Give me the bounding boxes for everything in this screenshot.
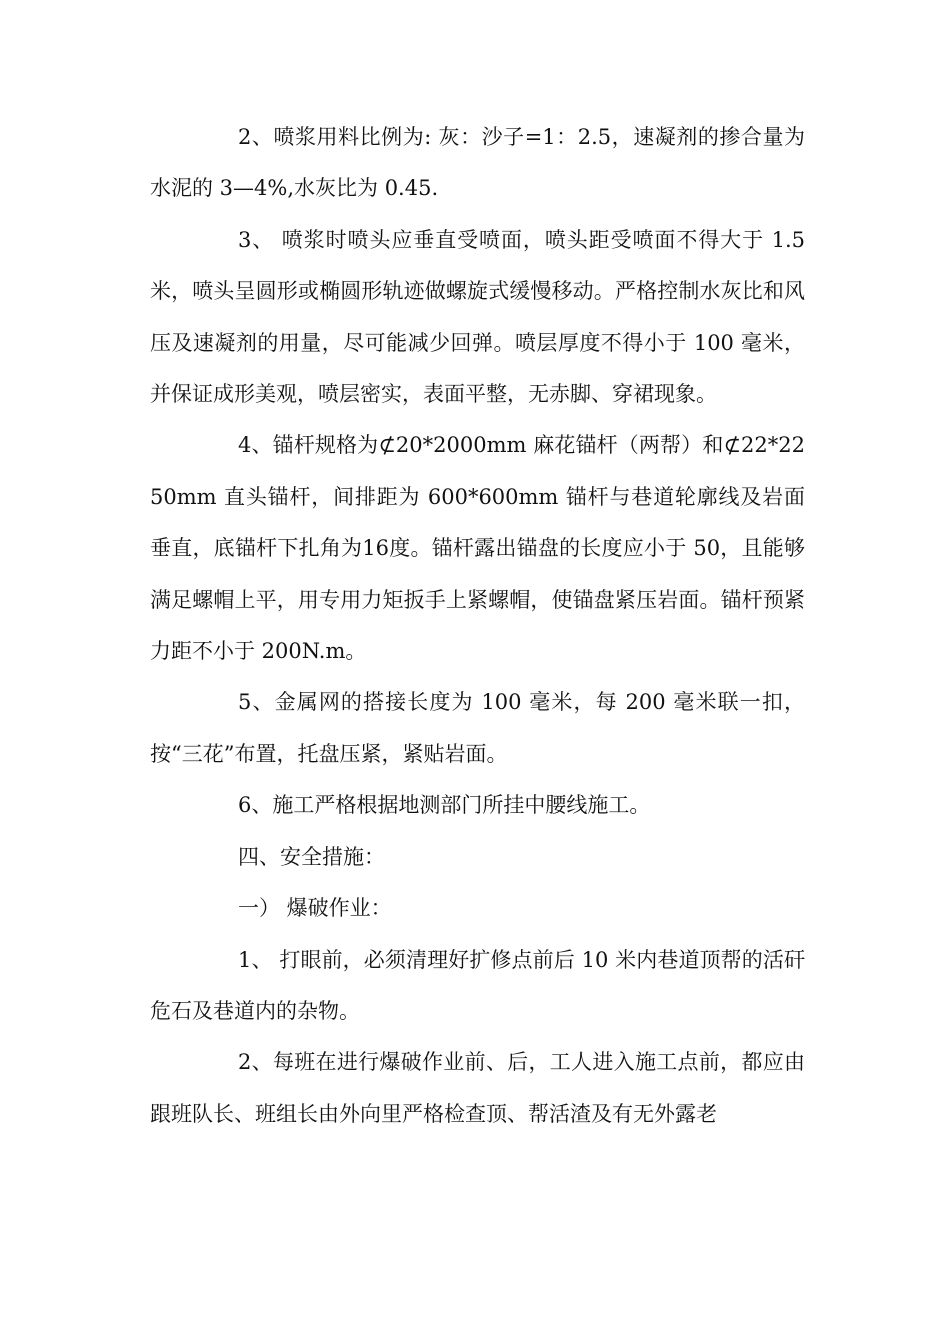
paragraph-metal-mesh: 5、金属网的搭接长度为 100 毫米，每 200 毫米联一扣，按“三花”布置，托盘压紧，紧贴岩面。: [150, 690, 805, 766]
paragraph-survey-line: 6、施工严格根据地测部门所挂中腰线施工。: [238, 793, 651, 818]
paragraph-pre-drilling: 1、 打眼前，必须清理好扩修点前后 10 米内巷道顶帮的活矸危石及巷道内的杂物。: [150, 947, 805, 1023]
subsection-heading-blasting: 一） 爆破作业：: [238, 896, 392, 921]
paragraph-anchor-bolt-spec: 4、锚杆规格为⊄20*2000mm 麻花锚杆（两帮）和⊄22*2250mm 直头锚杆，间排距为 600*600mm 锚杆与巷道轮廓线及岩面垂直，底锚杆下扎角为16度。锚杆露出锚盘的长度应小于 50，且能够满足螺帽上平，用专用力矩扳手上紧螺帽，使锚盘紧压岩面。锚杆预紧力距不小于 200N.m。: [150, 433, 805, 664]
section-heading-safety: 四、安全措施：: [238, 844, 385, 869]
paragraph-spray-nozzle: 3、 喷浆时喷头应垂直受喷面，喷头距受喷面不得大于 1.5 米，喷头呈圆形或椭圆形轨迹做螺旋式缓慢移动。严格控制水灰比和风压及速凝剂的用量，尽可能减少回弹。喷层厚度不得小于 100 毫米，并保证成形美观，喷层密实，表面平整，无赤脚、穿裙现象。: [150, 227, 805, 407]
document-body: [150, 112, 805, 1140]
paragraph-spray-mix-ratio: 2、喷浆用料比例为: 灰：沙子=1：2.5，速凝剂的掺合量为水泥的 3—4%,水灰比为 0.45.: [150, 125, 805, 201]
paragraph-blasting-inspection: 2、每班在进行爆破作业前、后，工人进入施工点前，都应由跟班队长、班组长由外向里严格检查顶、帮活渣及有无外露老: [150, 1050, 805, 1126]
